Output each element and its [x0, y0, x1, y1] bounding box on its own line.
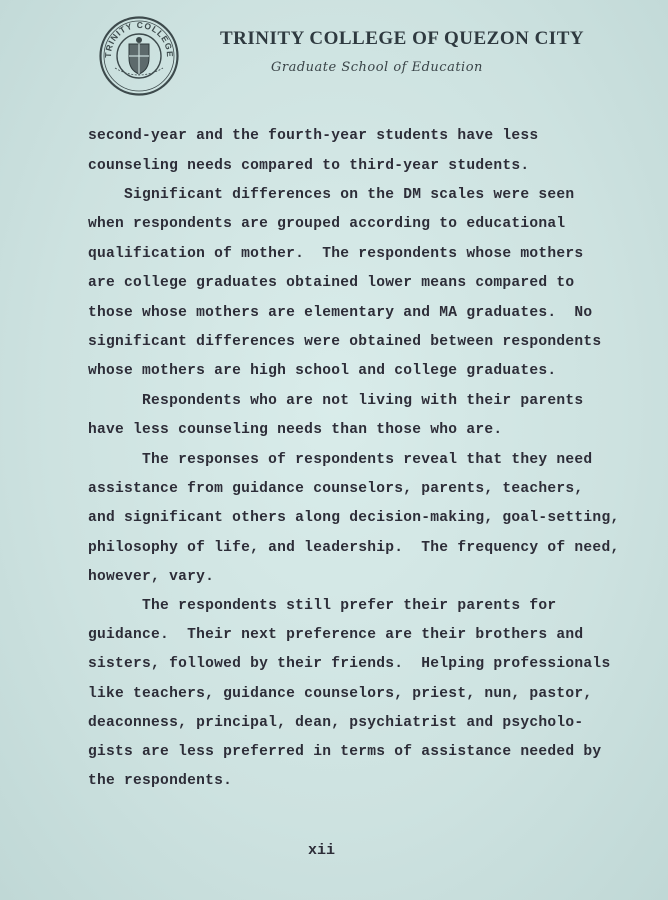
text-line: deaconness, principal, dean, psychiatrist and psycholo- — [88, 715, 584, 731]
text-line: The respondents still prefer their parents for — [88, 598, 557, 614]
text-line: sisters, followed by their friends. Helping professionals — [88, 656, 611, 672]
college-seal-icon — [99, 16, 179, 96]
text-line: however, vary. — [88, 569, 215, 585]
text-line: when respondents are grouped according to educational — [88, 216, 566, 232]
text-line: guidance. Their next preference are their brothers and — [88, 627, 584, 643]
text-line: second-year and the fourth-year students have less — [88, 128, 539, 144]
page-number: xii — [308, 842, 336, 859]
school-name: Graduate School of Education — [271, 60, 483, 75]
text-line: Respondents who are not living with their parents — [88, 393, 584, 409]
text-line: like teachers, guidance counselors, priest, nun, pastor, — [88, 686, 593, 702]
text-line: the respondents. — [88, 773, 233, 789]
text-line: whose mothers are high school and college graduates. — [88, 363, 557, 379]
text-line: The responses of respondents reveal that they need — [88, 452, 593, 468]
svg-text:TRINITY COLLEGE: TRINITY COLLEGE — [102, 19, 176, 58]
text-line: philosophy of life, and leadership. The frequency of need, — [88, 540, 620, 556]
text-line: significant differences were obtained between respondents — [88, 334, 602, 350]
text-line: gists are less preferred in terms of assistance needed by — [88, 744, 602, 760]
text-line: and significant others along decision-making, goal-setting, — [88, 510, 620, 526]
text-line: are college graduates obtained lower means compared to — [88, 275, 575, 291]
text-line: assistance from guidance counselors, parents, teachers, — [88, 481, 584, 497]
text-line: those whose mothers are elementary and MA graduates. No — [88, 305, 593, 321]
college-name: TRINITY COLLEGE OF QUEZON CITY — [220, 28, 585, 49]
text-line: qualification of mother. The respondents whose mothers — [88, 246, 584, 262]
text-line: counseling needs compared to third-year students. — [88, 158, 530, 174]
text-line: have less counseling needs than those who are. — [88, 422, 503, 438]
text-line: Significant differences on the DM scales were seen — [88, 187, 575, 203]
